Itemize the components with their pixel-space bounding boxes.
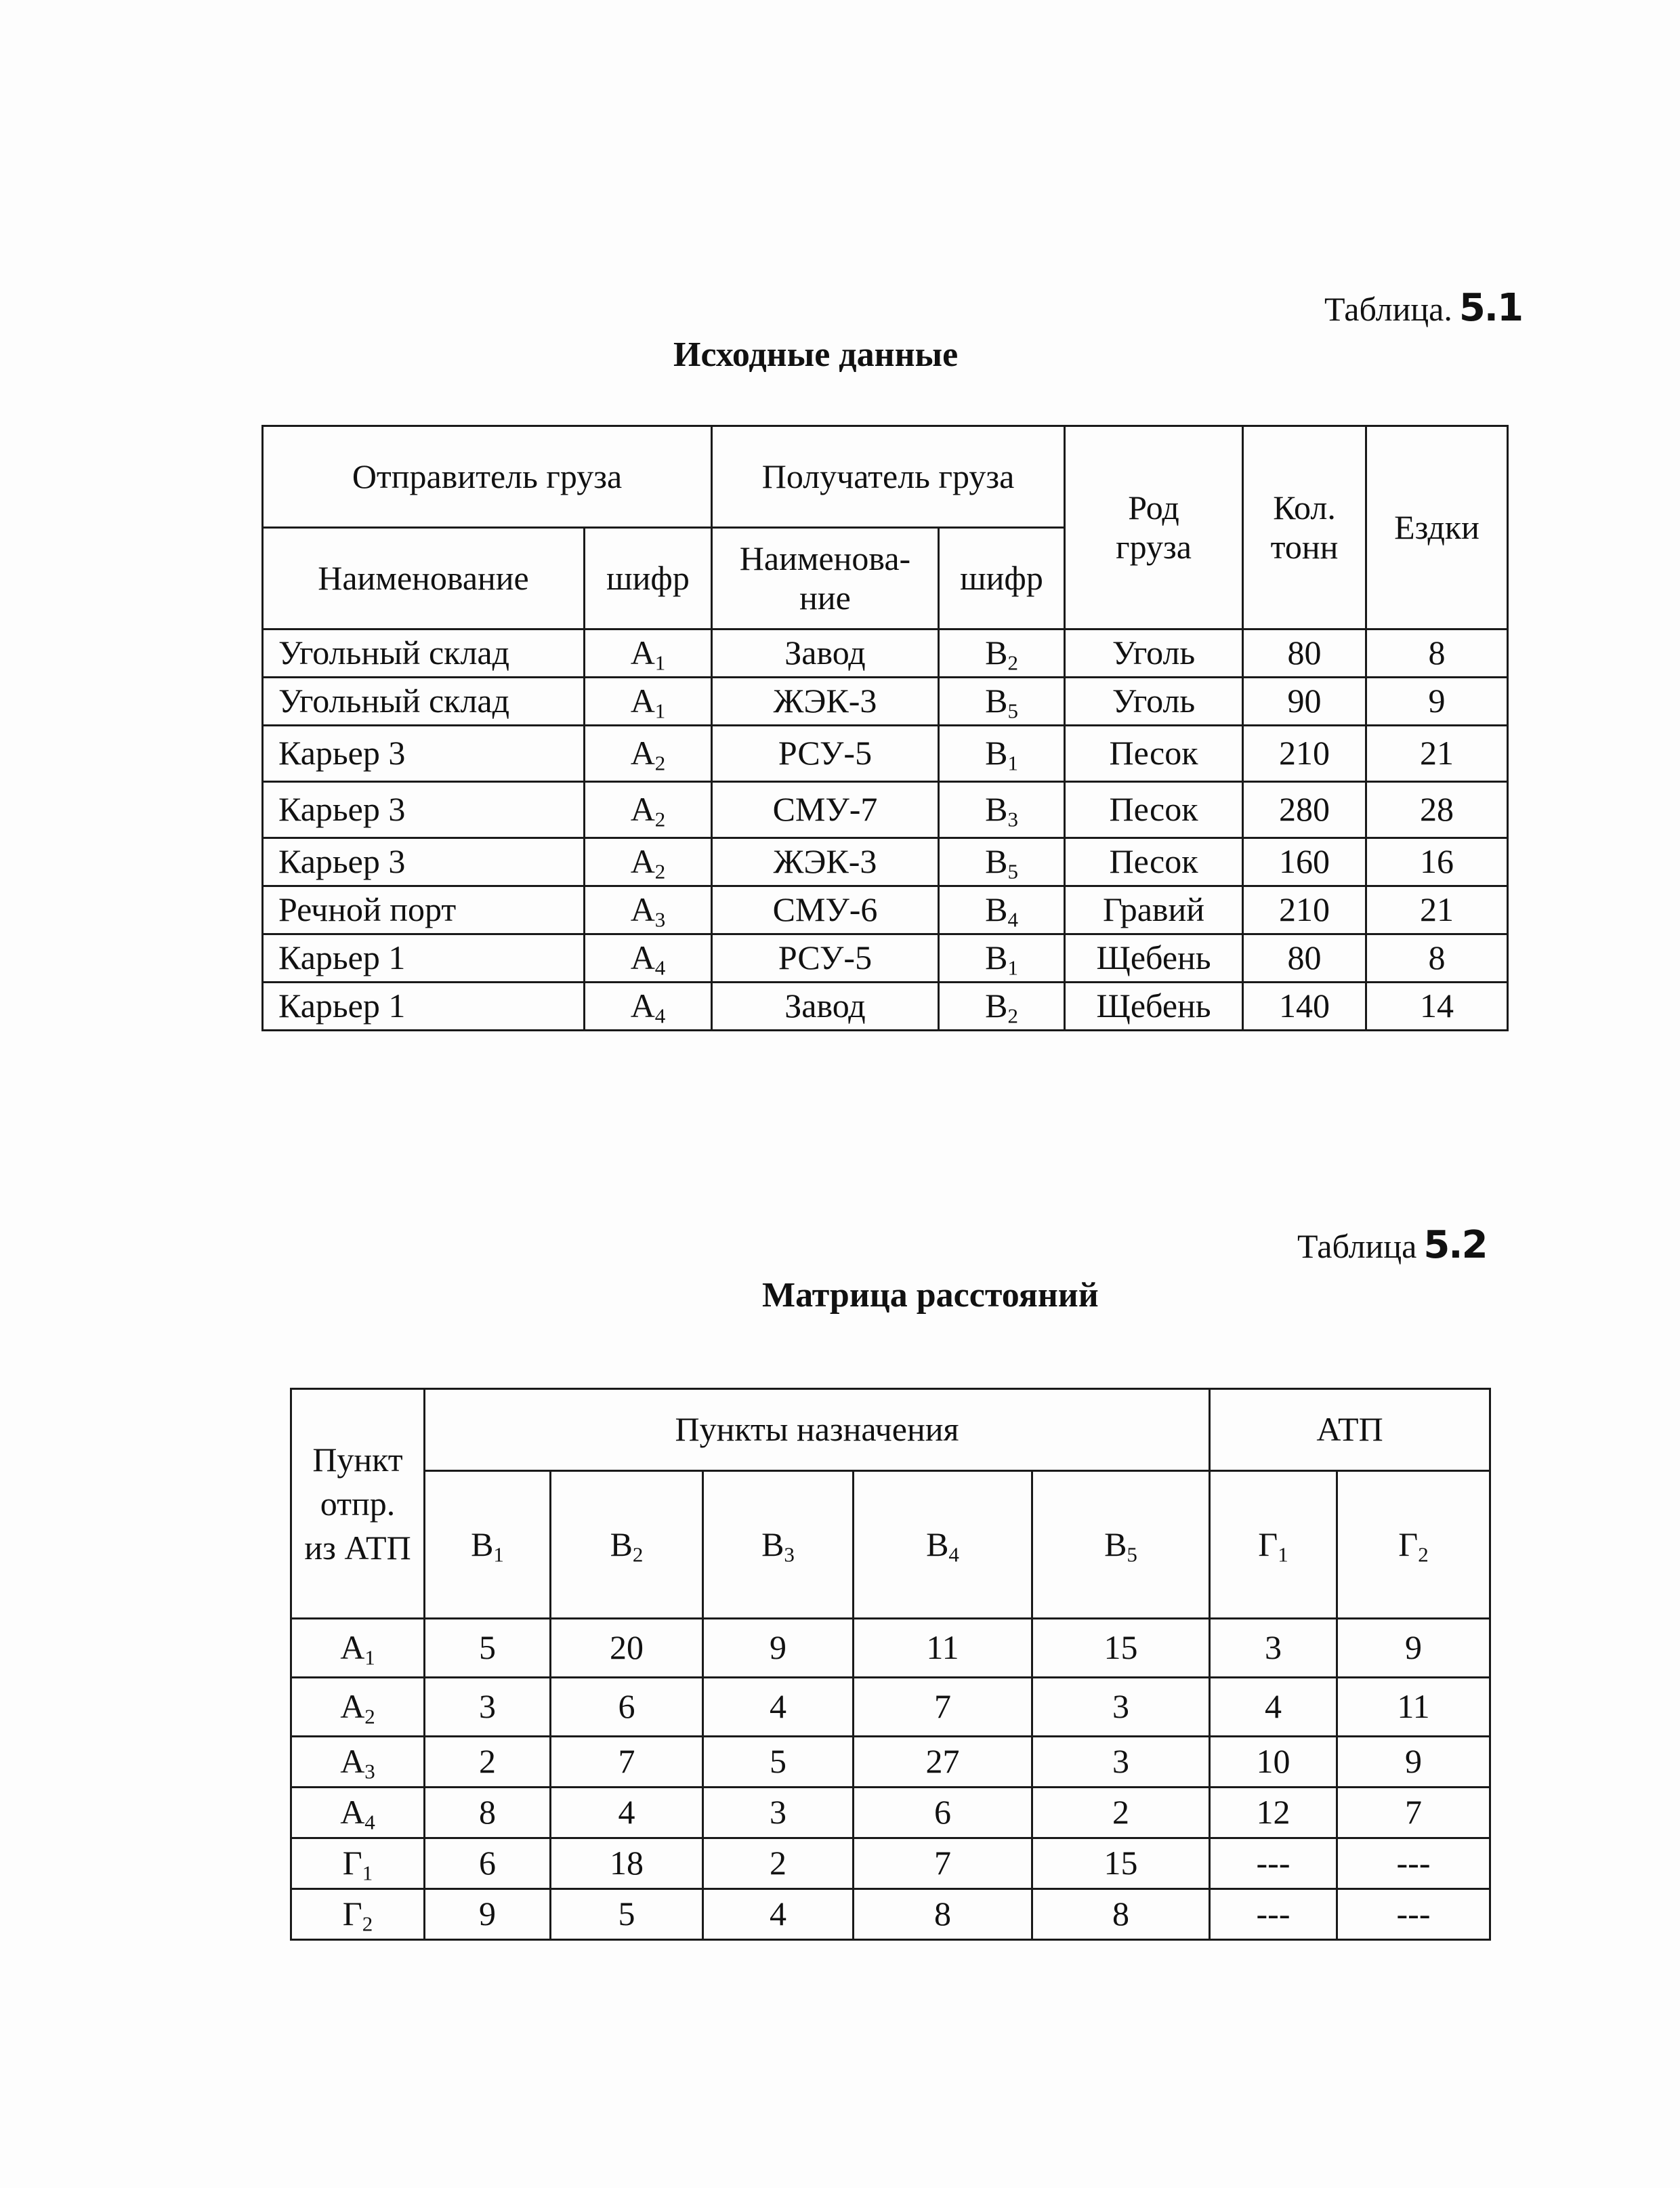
receiver-code-cell-subscript: 3 (1007, 807, 1018, 831)
matrix-row-header-subscript: 2 (362, 1912, 373, 1936)
distance-cell: 8 (425, 1788, 551, 1838)
source-data-table (261, 425, 1509, 1031)
table-row (263, 983, 1508, 1031)
distance-cell: 9 (1337, 1619, 1490, 1678)
header-sender-code: шифр (585, 528, 712, 629)
receiver-name-cell: СМУ-7 (712, 782, 939, 838)
matrix-row-header-letter: Г (342, 1844, 362, 1882)
distance-cell: --- (1210, 1838, 1337, 1889)
table-row (291, 1889, 1490, 1940)
cargo-type-cell: Уголь (1065, 629, 1243, 678)
matrix-row-header-subscript: 4 (364, 1810, 375, 1834)
matrix-column-header (425, 1471, 551, 1619)
distance-cell: 18 (551, 1838, 703, 1889)
receiver-code-cell-letter: B (985, 634, 1008, 672)
distance-cell: 20 (551, 1619, 703, 1678)
matrix-column-header-subscript: 5 (1127, 1542, 1137, 1567)
receiver-code-cell-letter: B (985, 890, 1008, 929)
receiver-name-cell: СМУ-6 (712, 886, 939, 934)
sender-name-cell: Речной порт (263, 886, 585, 934)
distance-cell: 6 (425, 1838, 551, 1889)
receiver-name-cell: ЖЭК-3 (712, 838, 939, 886)
matrix-row-header (291, 1838, 425, 1889)
distance-cell: 8 (854, 1889, 1032, 1940)
sender-name-cell: Карьер 3 (263, 782, 585, 838)
sender-code-cell (585, 726, 712, 782)
distance-cell: 7 (854, 1678, 1032, 1737)
distance-cell: 11 (1337, 1678, 1490, 1737)
sender-code-cell-subscript: 1 (654, 699, 666, 723)
distance-cell: 9 (425, 1889, 551, 1940)
distance-cell: 4 (1210, 1678, 1337, 1737)
distance-cell: 6 (551, 1678, 703, 1737)
cargo-type-cell: Щебень (1065, 983, 1243, 1031)
distance-cell: 7 (551, 1737, 703, 1788)
distance-cell: 2 (1032, 1788, 1210, 1838)
receiver-code-cell-subscript: 2 (1007, 651, 1018, 675)
cargo-type-cell: Гравий (1065, 886, 1243, 934)
receiver-code-cell-letter: B (985, 938, 1008, 977)
distance-matrix-table (290, 1388, 1491, 1941)
receiver-code-cell (939, 678, 1065, 726)
header-atp-group: АТП (1210, 1389, 1490, 1471)
receiver-name-cell: РСУ-5 (712, 726, 939, 782)
trips-cell: 8 (1366, 934, 1508, 983)
distance-cell: 4 (703, 1889, 854, 1940)
trips-cell: 21 (1366, 886, 1508, 934)
sender-name-cell: Карьер 1 (263, 983, 585, 1031)
trips-cell: 16 (1366, 838, 1508, 886)
distance-cell: 9 (703, 1619, 854, 1678)
receiver-code-cell (939, 629, 1065, 678)
distance-cell: 5 (703, 1737, 854, 1788)
table-row (291, 1737, 1490, 1788)
distance-cell: 10 (1210, 1737, 1337, 1788)
tons-cell: 80 (1243, 934, 1366, 983)
sender-code-cell-subscript: 2 (654, 807, 666, 831)
distance-cell: 5 (551, 1889, 703, 1940)
cargo-type-cell: Уголь (1065, 678, 1243, 726)
sender-code-cell (585, 782, 712, 838)
matrix-row-header (291, 1788, 425, 1838)
header-tons: Кол. тонн (1243, 426, 1366, 629)
sender-code-cell (585, 629, 712, 678)
trips-cell: 28 (1366, 782, 1508, 838)
distance-cell: 5 (425, 1619, 551, 1678)
matrix-row-header-subscript: 3 (364, 1759, 375, 1783)
matrix-row-header (291, 1678, 425, 1737)
header-sender-group: Отправитель груза (263, 426, 712, 528)
header-cargo-type: Род груза (1065, 426, 1243, 629)
receiver-code-cell-subscript: 2 (1007, 1004, 1018, 1028)
table-2-label-number: 5.2 (1423, 1223, 1487, 1267)
receiver-code-cell-letter: B (985, 987, 1008, 1025)
distance-cell: 9 (1337, 1737, 1490, 1788)
sender-code-cell (585, 678, 712, 726)
matrix-column-header-subscript: 1 (1278, 1542, 1288, 1567)
header-origin: Пункт отпр. из АТП (291, 1389, 425, 1619)
distance-cell: 8 (1032, 1889, 1210, 1940)
receiver-code-cell-subscript: 5 (1007, 859, 1018, 884)
matrix-row-header-letter: A (340, 1742, 365, 1781)
matrix-row-header-subscript: 2 (364, 1704, 375, 1729)
receiver-code-cell-letter: B (985, 682, 1008, 720)
distance-cell: 15 (1032, 1838, 1210, 1889)
cargo-type-cell: Песок (1065, 838, 1243, 886)
tons-cell: 160 (1243, 838, 1366, 886)
distance-cell: --- (1210, 1889, 1337, 1940)
matrix-column-headers (291, 1471, 1490, 1619)
matrix-column-header-subscript: 1 (493, 1542, 504, 1567)
cargo-type-cell: Песок (1065, 726, 1243, 782)
tons-cell: 140 (1243, 983, 1366, 1031)
distance-cell: 7 (854, 1838, 1032, 1889)
matrix-row-header (291, 1737, 425, 1788)
distance-cell: 4 (703, 1678, 854, 1737)
trips-cell: 8 (1366, 629, 1508, 678)
table-row (291, 1678, 1490, 1737)
distance-cell: 7 (1337, 1788, 1490, 1838)
cargo-type-cell: Щебень (1065, 934, 1243, 983)
sender-name-cell: Угольный склад (263, 629, 585, 678)
receiver-code-cell (939, 838, 1065, 886)
trips-cell: 21 (1366, 726, 1508, 782)
sender-name-cell: Карьер 3 (263, 838, 585, 886)
sender-code-cell-letter: A (630, 682, 655, 720)
matrix-column-header-letter: B (761, 1525, 784, 1563)
header-receiver-code: шифр (939, 528, 1065, 629)
sender-code-cell-subscript: 1 (654, 651, 666, 675)
receiver-code-cell (939, 726, 1065, 782)
tons-cell: 90 (1243, 678, 1366, 726)
sender-code-cell-subscript: 2 (654, 859, 666, 884)
sender-name-cell: Карьер 1 (263, 934, 585, 983)
header-sender-name: Наименование (263, 528, 585, 629)
sender-code-cell (585, 983, 712, 1031)
distance-cell: 4 (551, 1788, 703, 1838)
matrix-row-header-letter: A (340, 1687, 365, 1726)
matrix-column-header-subscript: 2 (632, 1542, 644, 1567)
matrix-column-header-letter: B (926, 1525, 949, 1563)
distance-cell: 3 (425, 1678, 551, 1737)
matrix-column-header-letter: B (1104, 1525, 1127, 1563)
sender-code-cell-letter: A (630, 890, 655, 929)
receiver-code-cell-subscript: 5 (1007, 699, 1018, 723)
sender-name-cell: Карьер 3 (263, 726, 585, 782)
receiver-code-cell (939, 886, 1065, 934)
sender-code-cell-subscript: 3 (654, 907, 666, 932)
sender-code-cell (585, 886, 712, 934)
matrix-column-header (1032, 1471, 1210, 1619)
table-row (263, 782, 1508, 838)
distance-cell: 2 (425, 1737, 551, 1788)
sender-code-cell-letter: A (630, 790, 655, 829)
sender-code-cell (585, 838, 712, 886)
table-1-label-number: 5.1 (1458, 286, 1523, 330)
table-row (263, 629, 1508, 678)
matrix-row-header-letter: Г (342, 1895, 362, 1933)
header-receiver-name: Наименова-ние (712, 528, 939, 629)
table-row (291, 1619, 1490, 1678)
matrix-column-header-subscript: 3 (784, 1542, 795, 1567)
matrix-column-header (1210, 1471, 1337, 1619)
distance-cell: 15 (1032, 1619, 1210, 1678)
trips-cell: 14 (1366, 983, 1508, 1031)
sender-code-cell-letter: A (630, 734, 655, 772)
matrix-column-header (854, 1471, 1032, 1619)
table-row (263, 678, 1508, 726)
tons-cell: 210 (1243, 726, 1366, 782)
matrix-row-header-subscript: 1 (362, 1861, 373, 1885)
receiver-code-cell-subscript: 1 (1007, 751, 1018, 775)
matrix-column-header (703, 1471, 854, 1619)
matrix-column-header (1337, 1471, 1490, 1619)
sender-code-cell-letter: A (630, 938, 655, 977)
matrix-column-header-letter: Г (1258, 1525, 1278, 1563)
distance-cell: 12 (1210, 1788, 1337, 1838)
table-row (263, 838, 1508, 886)
receiver-code-cell (939, 782, 1065, 838)
sender-name-cell: Угольный склад (263, 678, 585, 726)
table-row (291, 1838, 1490, 1889)
matrix-row-header-letter: A (340, 1628, 365, 1667)
table-row (263, 726, 1508, 782)
receiver-name-cell: РСУ-5 (712, 934, 939, 983)
trips-cell: 9 (1366, 678, 1508, 726)
matrix-column-header-letter: Г (1398, 1525, 1419, 1563)
matrix-column-header-letter: B (610, 1525, 633, 1563)
distance-cell: 6 (854, 1788, 1032, 1838)
source-data-rows (263, 629, 1508, 1031)
header-receiver-group: Получатель груза (712, 426, 1065, 528)
table-row (291, 1788, 1490, 1838)
distance-cell: 3 (703, 1788, 854, 1838)
matrix-column-header-letter: B (471, 1525, 494, 1563)
receiver-code-cell-letter: B (985, 734, 1008, 772)
sender-code-cell (585, 934, 712, 983)
table-1-caption: Исходные данные (673, 335, 959, 374)
distance-cell: 3 (1032, 1737, 1210, 1788)
sender-code-cell-subscript: 4 (654, 955, 666, 980)
tons-cell: 210 (1243, 886, 1366, 934)
receiver-code-cell-letter: B (985, 842, 1008, 881)
receiver-name-cell: ЖЭК-3 (712, 678, 939, 726)
matrix-row-header (291, 1619, 425, 1678)
header-destinations-group: Пункты назначения (425, 1389, 1210, 1471)
table-row (263, 886, 1508, 934)
table-2-caption: Матрица расстояний (762, 1276, 1099, 1315)
matrix-row-header-letter: A (340, 1793, 365, 1832)
receiver-code-cell-subscript: 4 (1007, 907, 1018, 932)
tons-cell: 280 (1243, 782, 1366, 838)
matrix-row-header-subscript: 1 (364, 1645, 375, 1670)
table-1-label (1324, 286, 1522, 330)
receiver-code-cell (939, 983, 1065, 1031)
matrix-column-header (551, 1471, 703, 1619)
receiver-name-cell: Завод (712, 983, 939, 1031)
sender-code-cell-letter: A (630, 987, 655, 1025)
matrix-row-header (291, 1889, 425, 1940)
sender-code-cell-subscript: 2 (654, 751, 666, 775)
cargo-type-cell: Песок (1065, 782, 1243, 838)
distance-cell: 11 (854, 1619, 1032, 1678)
header-trips: Ездки (1366, 426, 1508, 629)
table-2-label (1297, 1223, 1487, 1267)
distance-cell: 3 (1032, 1678, 1210, 1737)
table-row (263, 934, 1508, 983)
distance-cell: --- (1337, 1889, 1490, 1940)
distance-cell: 27 (854, 1737, 1032, 1788)
sender-code-cell-letter: A (630, 842, 655, 881)
sender-code-cell-subscript: 4 (654, 1004, 666, 1028)
matrix-column-header-subscript: 2 (1418, 1542, 1429, 1567)
table-2-label-word: Таблица (1297, 1227, 1417, 1265)
distance-cell: --- (1337, 1838, 1490, 1889)
receiver-code-cell-letter: B (985, 790, 1008, 829)
receiver-code-cell (939, 934, 1065, 983)
distance-cell: 2 (703, 1838, 854, 1889)
sender-code-cell-letter: A (630, 634, 655, 672)
receiver-code-cell-subscript: 1 (1007, 955, 1018, 980)
tons-cell: 80 (1243, 629, 1366, 678)
distance-cell: 3 (1210, 1619, 1337, 1678)
table-1-label-word: Таблица. (1324, 290, 1452, 328)
matrix-rows (291, 1619, 1490, 1940)
matrix-column-header-subscript: 4 (948, 1542, 959, 1567)
receiver-name-cell: Завод (712, 629, 939, 678)
